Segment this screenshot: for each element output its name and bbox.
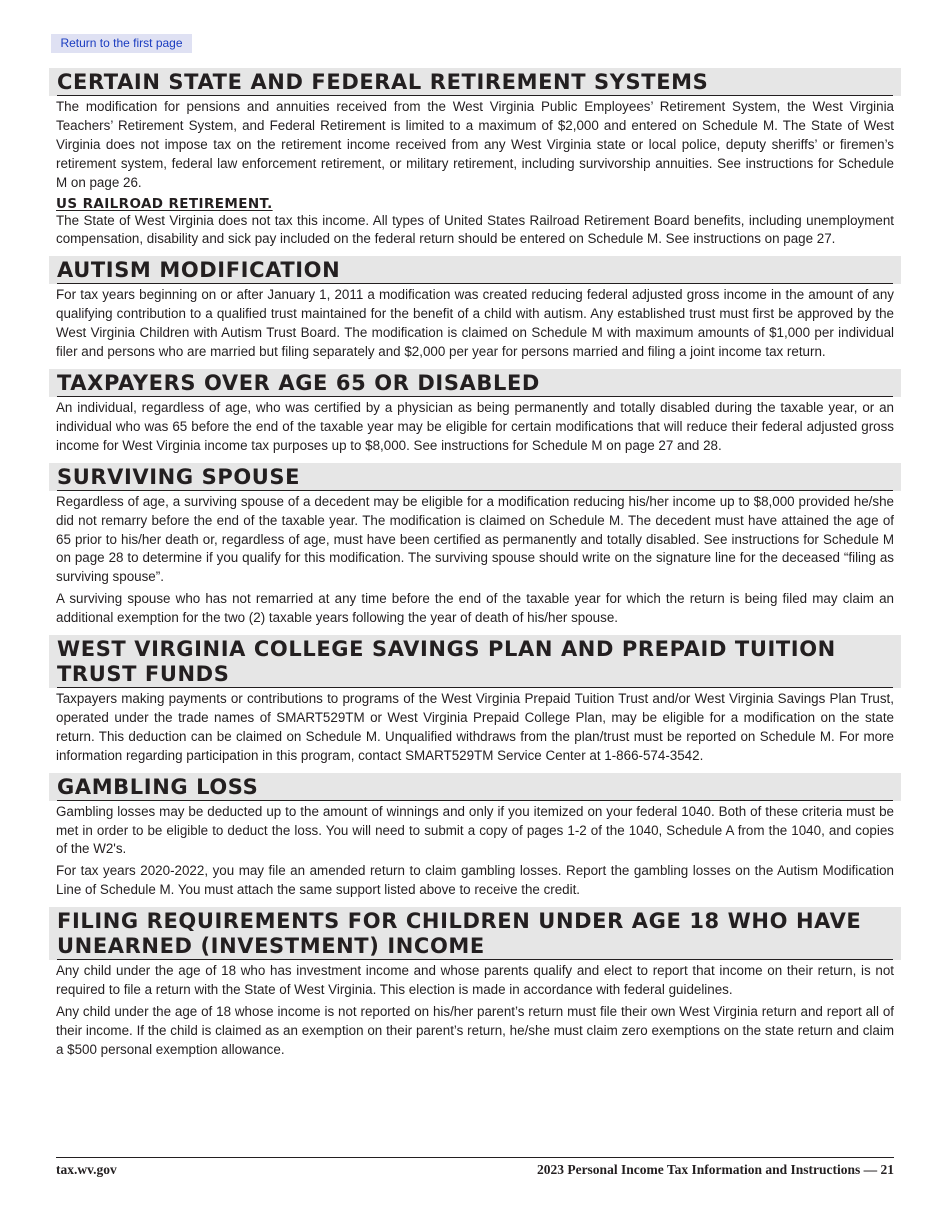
section-heading: FILING REQUIREMENTS FOR CHILDREN UNDER AGE 18 WHO HAVE UNEARNED (INVESTMENT) INCOME [49, 907, 901, 960]
section-paragraph: For tax years beginning on or after January 1, 2011 a modification was created reducing federal adjusted gross income in the amount of any qualifying contribution to a qualified trust maintained for the benefit of a child with autism. Any established trust must first be approved by the West Virginia Children with Autism Trust Board. The modification is claimed on Schedule M with maximum amounts of $1,000 per individual filer and persons who are married but filing separately and $2,000 per year for persons married and filing a joint income tax return. [56, 287, 894, 360]
page-footer [56, 1157, 894, 1178]
section-paragraph: The State of West Virginia does not tax this income. All types of United States Railroad Retirement Board benefits, including unemployment compensation, disability and sick pay included on the federal return should be entered on Schedule M. See instructions on page 27. [56, 212, 894, 247]
section-paragraph: Gambling losses may be deducted up to the amount of winnings and only if you itemized on your federal 1040. Both of these criteria must be met in order to be eligible to deduct the loss. You will need to submit a copy of pages 1-2 of the 1040, Schedule A from the 1040, and copies of the W2's. [56, 803, 894, 857]
section-autism-modification [49, 256, 901, 362]
section-paragraph: Any child under the age of 18 whose income is not reported on his/her parent’s return must file their own West Virginia return and report all of their income. If the child is claimed as an exemption on their parent’s return, he/she must claim zero exemptions on the state return and claim a $500 personal exemption allowance. [56, 1004, 894, 1057]
section-paragraph: Regardless of age, a surviving spouse of a decedent may be eligible for a modification reducing his/her income up to $8,000 provided he/she did not remarry before the end of the taxable year. The modification is claimed on Schedule M. The decedent must have attained the age of 65 prior to his/her death or, regardless of age, must have been certified as permanently and totally disabled. See instructions for Schedule M on page 28 to determine if you qualify for this modification. The surviving spouse should write on the signature line for the deceased “filing as surviving spouse”. [56, 493, 894, 585]
section-retirement-systems [49, 68, 901, 249]
section-gambling-loss [49, 773, 901, 901]
section-heading: WEST VIRGINIA COLLEGE SAVINGS PLAN AND PREPAID TUITION TRUST FUNDS [49, 635, 901, 688]
section-heading: SURVIVING SPOUSE [49, 463, 901, 491]
section-paragraph: For tax years 2020-2022, you may file an amended return to claim gambling losses. Report the gambling losses on the Autism Modification Line of Schedule M. You must attach the same support listed above to receive the credit. [56, 863, 894, 898]
section-paragraph: Taxpayers making payments or contributions to programs of the West Virginia Prepaid Tuition Trust and/or West Virginia Savings Plan Trust, operated under the trade names of SMART529TM or West Virginia Prepaid College Plan, may be eligible for a modification on the state return. This deduction can be claimed on Schedule M. Unqualified withdraws from the plan/trust must be reported on Schedule M. For more information regarding participation in this program, contact SMART529TM Service Center at 1-866-574-3542. [56, 691, 894, 763]
section-over-65-disabled [49, 369, 901, 456]
section-paragraph: The modification for pensions and annuities received from the West Virginia Public Employees’ Retirement System, the West Virginia Teachers’ Retirement System, and Federal Retirement is limited to a maximum of $2,000 and entered on Schedule M. The State of West Virginia does not impose tax on the retirement income received from any West Virginia state or local police, deputy sheriffs’ or firemen’s retirement system, federal law enforcement retirement, or military retirement, including survivorship annuities. See instructions for Schedule M on page 26. [56, 99, 894, 190]
section-paragraph: A surviving spouse who has not remarried at any time before the end of the taxable year for which the return is being filed may claim an additional exemption for the two (2) taxable years following the year of death of his/her spouse. [56, 591, 894, 626]
page-content [49, 68, 901, 1067]
section-surviving-spouse [49, 463, 901, 628]
subheading-railroad-retirement: US RAILROAD RETIREMENT. [56, 195, 273, 212]
section-heading: GAMBLING LOSS [49, 773, 901, 801]
section-college-savings-plan [49, 635, 901, 766]
return-to-first-page-button[interactable]: Return to the first page [51, 34, 192, 53]
section-paragraph: An individual, regardless of age, who was certified by a physician as being permanently and totally disabled during the taxable year, or an individual who was 65 before the end of the taxable year may be eligible for certain modifications that will reduce their federal adjusted gross income for West Virginia income tax purposes up to $8,000. See instructions for Schedule M on page 27 and 28. [56, 399, 894, 453]
footer-title: 2023 Personal Income Tax Information and Instructions — 21 [536, 1162, 894, 1177]
section-heading: CERTAIN STATE AND FEDERAL RETIREMENT SYSTEMS [49, 68, 901, 96]
section-heading: AUTISM MODIFICATION [49, 256, 901, 284]
section-children-filing-requirements [49, 907, 901, 1060]
section-heading: TAXPAYERS OVER AGE 65 OR DISABLED [49, 369, 901, 397]
section-paragraph: Any child under the age of 18 who has investment income and whose parents qualify and elect to report that income on their return, is not required to file a return with the State of West Virginia. This election is made in accordance with federal guidelines. [56, 963, 894, 998]
footer-website: tax.wv.gov [56, 1162, 117, 1177]
